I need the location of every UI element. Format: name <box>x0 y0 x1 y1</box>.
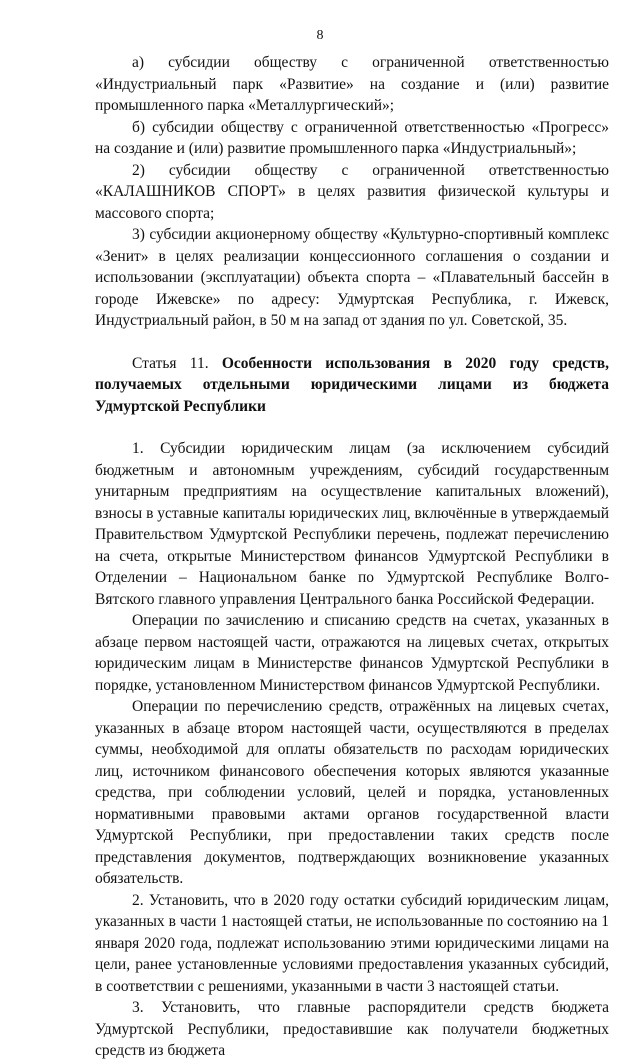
subsidy-paragraph-2: 2) субсидии обществу с ограниченной ответственностью «КАЛАШНИКОВ СПОРТ» в целях развития физической культуры и массового спорта; <box>95 161 609 222</box>
article-paragraph-3: 3. Установить, что главные распорядители средств бюджета Удмуртской Республики, предоставившие как получатели бюджетных средств из бюджета <box>95 999 609 1059</box>
article-heading <box>95 353 609 418</box>
subsidy-paragraph-a: а) субсидии обществу с ограниченной ответственностью «Индустриальный парк «Развитие» на создание и (или) развитие промышленного парка «Металлургический»; <box>95 54 609 114</box>
subsidy-paragraph-3: 3) субсидии акционерному обществу «Культурно-спортивный комплекс «Зенит» в целях реализации концессионного соглашения о создании и использовании (эксплуатации) объекта спорта – «Плавательный бассейн в городе Ижевске» по адресу: Удмуртская Республика, г. Ижевск, Индустриальный район, в 50 м на запад от здания по ул. Советской, 35. <box>95 226 609 329</box>
article-number: Статья 11. <box>132 354 209 372</box>
article-paragraph-1: 1. Субсидии юридическим лицам (за исключением субсидий бюджетным и автономным учреждениям, субсидий государственным унитарным предприятиям на осуществление капитальных вложений), взносы в уставные капиталы юридических лиц, включённые в утверждаемый Правительством Удмуртской Республики перечень, подлежат перечислению на счета, открытые Министерством финансов Удмуртской Республики в Отделении – Национальном банке по Удмуртской Республике Волго-Вятского главного управления Центрального банка Российской Федерации. <box>95 440 609 608</box>
article-paragraph-2: 2. Установить, что в 2020 году остатки субсидий юридическим лицам, указанных в части 1 настоящей статьи, не использованные по состоянию на 1 января 2020 года, подлежат использованию этими юридическими лицами на цели, ранее установленные условиями предоставления указанных субсидий, в соответствии с решениями, указанными в части 3 настоящей статьи. <box>95 891 609 995</box>
article-paragraph-1-transfers: Операции по перечислению средств, отражённых на лицевых счетах, указанных в абзаце втором настоящей части, осуществляются в пределах суммы, необходимой для оплаты обязательств по расходам юридических лиц, источником финансового обеспечения которых являются указанные средства, при соблюдении условий, целей и порядка, установленных нормативными правовыми актами органов государственной власти Удмуртской Республики, при предоставлении таких средств после представления документов, подтверждающих возникновение указанных обязательств. <box>95 698 609 887</box>
article-paragraph-1-operations: Операции по зачислению и списанию средств на счетах, указанных в абзаце первом настоящей части, отражаются на лицевых счетах, открытых юридическим лицам в Министерстве финансов Удмуртской Республики в порядке, установленном Министерством финансов Удмуртской Республики. <box>95 612 609 694</box>
document-body <box>95 52 609 1062</box>
subsidy-paragraph-b: б) субсидии обществу с ограниченной ответственностью «Прогресс» на создание и (или) развитие промышленного парка «Индустриальный»; <box>95 118 609 157</box>
article-title: Особенности использования в 2020 году средств, получаемых отдельными юридическими лицами из бюджета Удмуртской Республики <box>95 354 610 415</box>
page-number: 8 <box>316 28 324 43</box>
